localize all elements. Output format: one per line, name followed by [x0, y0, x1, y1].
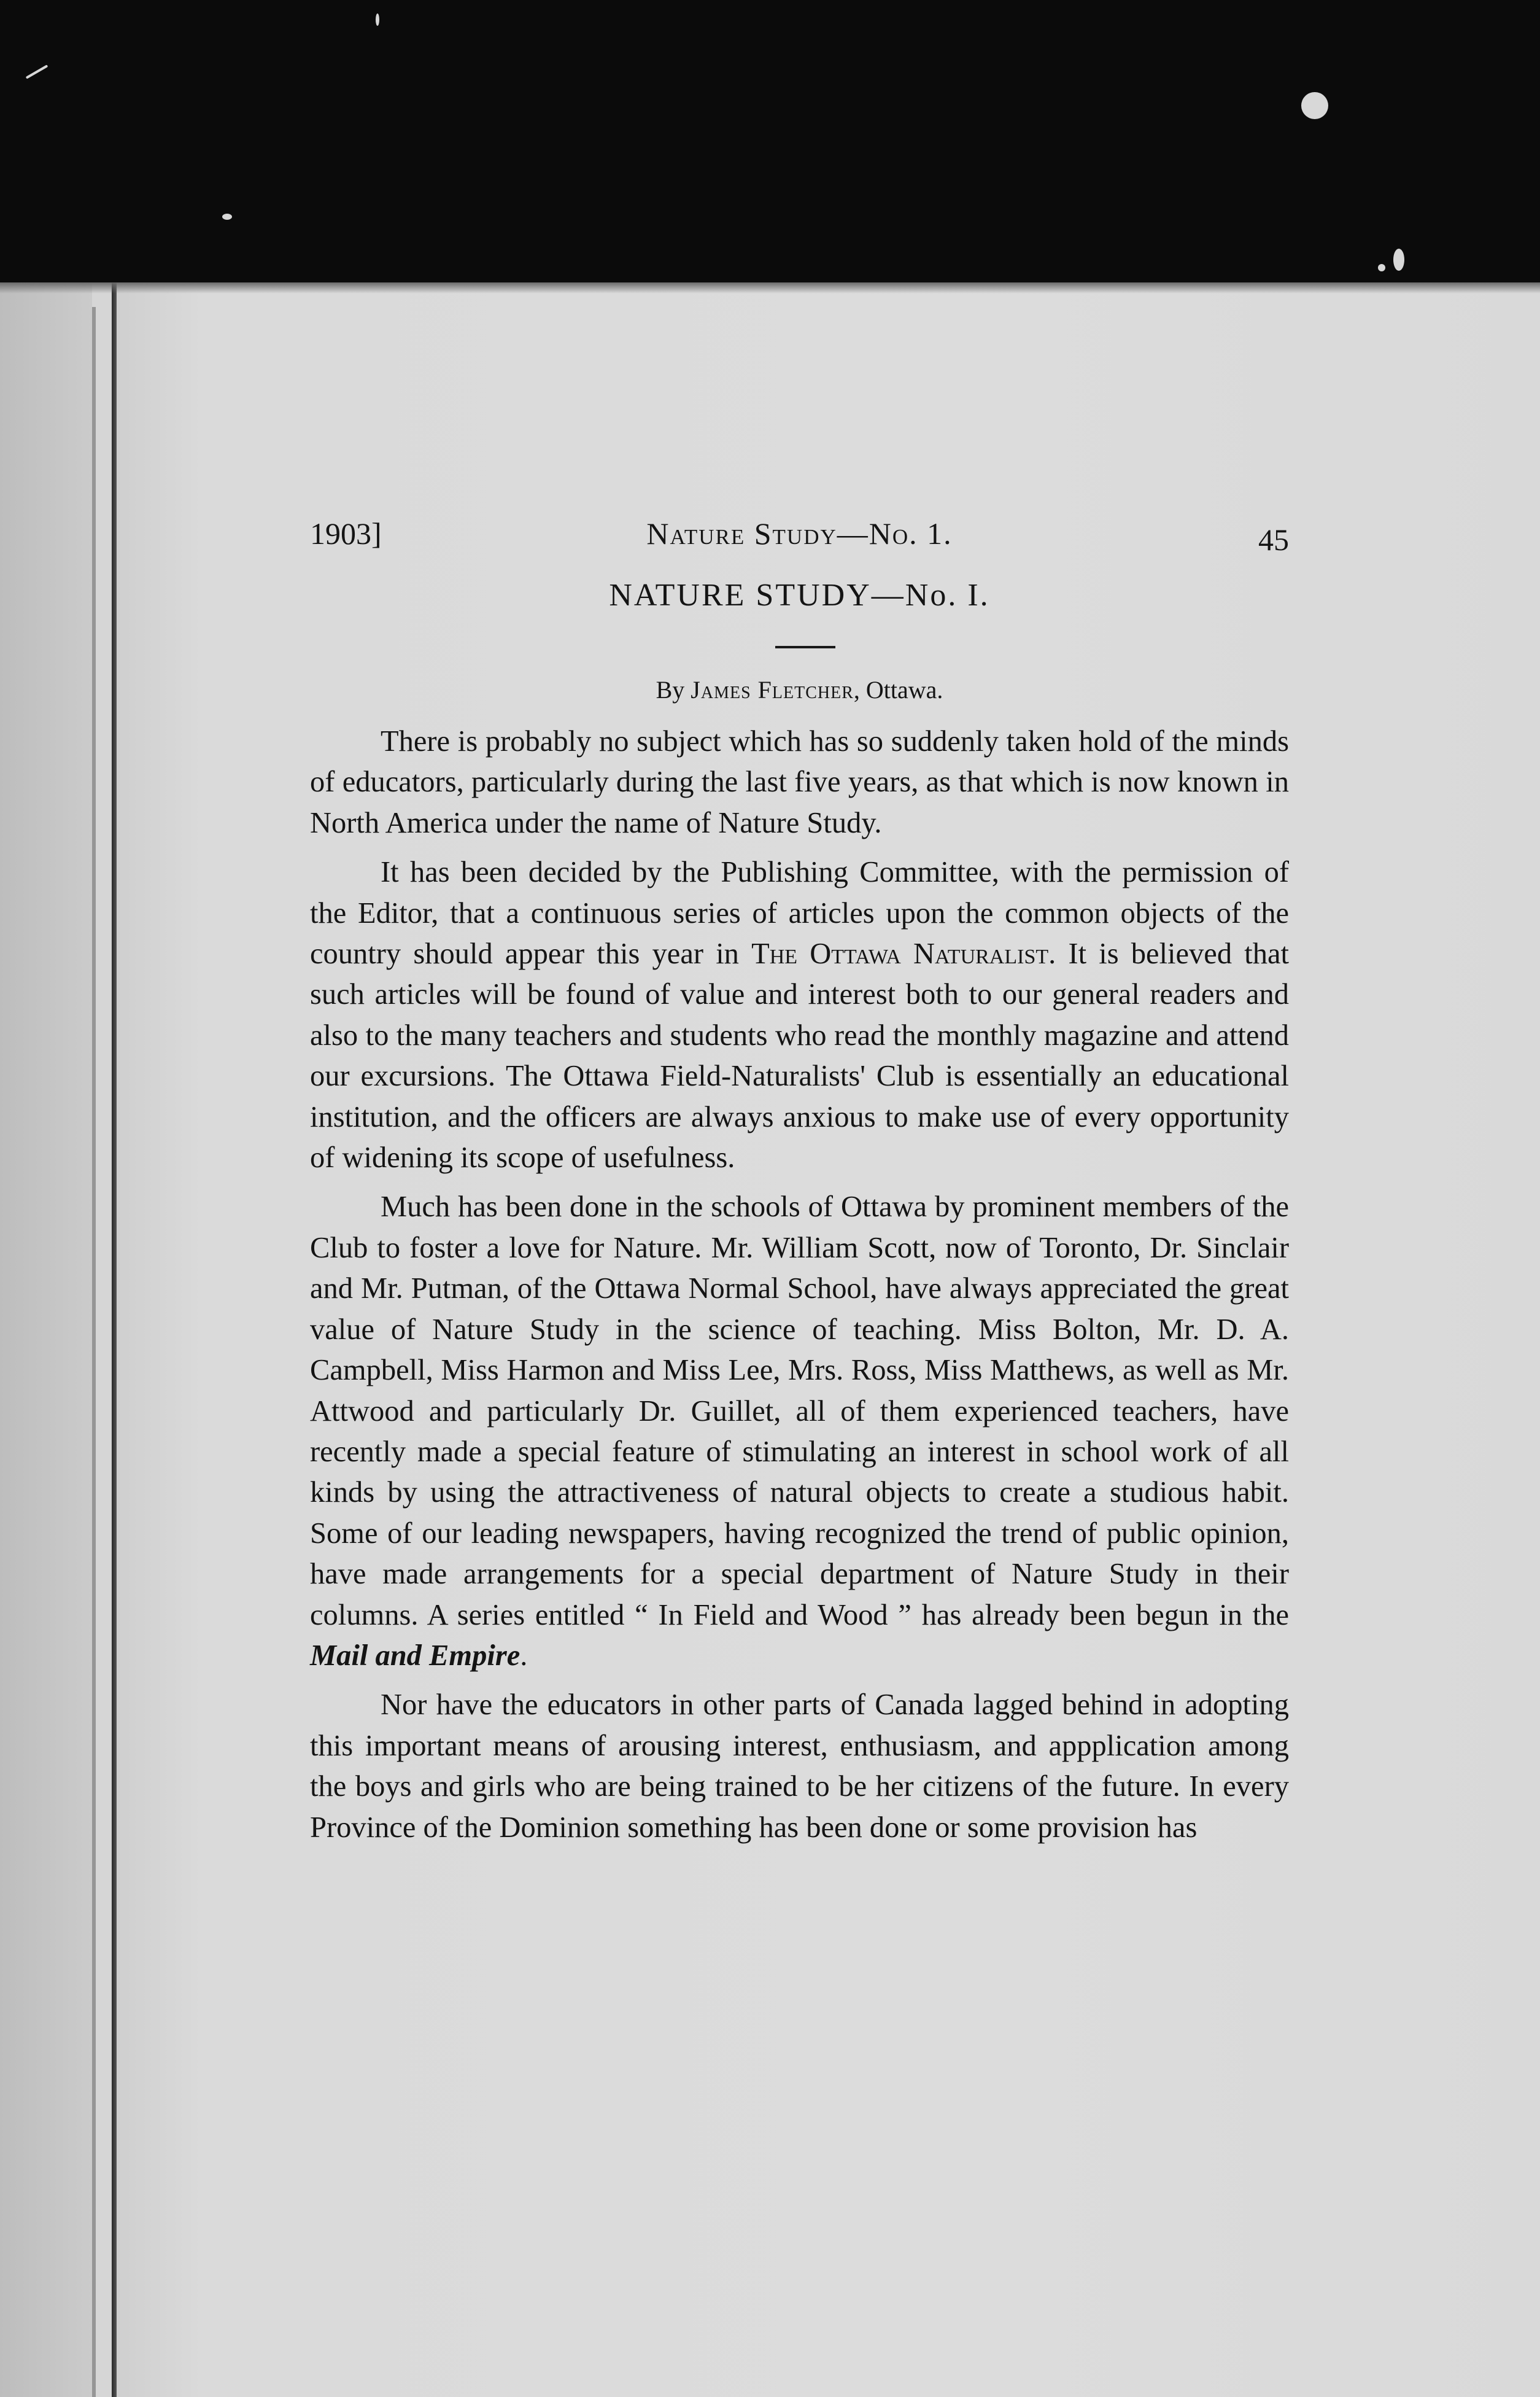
article-body [310, 721, 1289, 1857]
dust-speck [1301, 92, 1328, 119]
dust-speck [26, 64, 48, 79]
page-number: 45 [1258, 523, 1289, 557]
dust-speck [1393, 249, 1404, 271]
journal-name: The Ottawa Naturalist [751, 938, 1049, 971]
dust-speck [1378, 264, 1385, 271]
paragraph-4 [310, 1685, 1289, 1848]
paragraph-text: Much has been done in the schools of Ottawa by prominent members of the Club to foster a love for Nature. Mr. William Scott, now of Toronto, Dr. Sinclair and Mr. Putman, of the Ottawa Normal School, have always appreciated the great value of Nature Study in the science of teaching. Miss Bolton, Mr. D. A. Campbell, Miss Harmon and Miss Lee, Mrs. Ross, Miss Matthews, as well as Mr. Attwood and particularly Dr. Guillet, all of them experienced teachers, have recently made a special feature of stimulating an interest in school work of all kinds by using the attractiveness of natural objects to create a studious habit. Some of our leading newspapers, having recognized the trend of public opinion, have made arrangements for a special department of Nature Study in their columns. A series entitled “ In Field and Wood ” has already been begun in the [310, 1191, 1289, 1631]
byline-author: James Fletcher [691, 676, 854, 704]
paragraph-text: Nor have the educators in other parts of Canada lagged behind in adopting this important means of arousing interest, enthusiasm, and appplication among the boys and girls who are being trained to be her citizens of the future. In every Province of the Dominion something has been done or some provision has [310, 1688, 1289, 1844]
article-title: NATURE STUDY—No. I. [609, 578, 990, 613]
facing-page-edge [0, 282, 92, 2397]
book-page [0, 282, 1540, 2397]
byline-suffix: , Ottawa. [853, 676, 943, 704]
page-fold-line [92, 307, 96, 2397]
paragraph-text: . It is believed that such articles will be found of value and interest both to our general readers and also to the many teachers and students who read the monthly magazine and attend our excursions. The Ottawa Field-Naturalists' Club is essentially an educational institution, and the officers are always anxious to make use of every opportunity of widening its scope of usefulness. [310, 938, 1289, 1175]
paragraph-2 [310, 852, 1289, 1178]
dust-speck [222, 214, 232, 220]
running-head-year: 1903] [310, 516, 382, 551]
byline-prefix: By [656, 676, 685, 704]
paragraph-1 [310, 721, 1289, 844]
dust-speck [376, 14, 379, 26]
paragraph-text: It has been decided by the Publishing Committee, with the permission of the Editor, that a continuous series of articles upon the common objects of the country should appear this year in [310, 856, 1289, 971]
page-top-shadow [0, 282, 1540, 293]
paragraph-text: . [520, 1639, 528, 1672]
newspaper-name: Mail and Empire [310, 1639, 520, 1672]
paragraph-text: There is probably no subject which has so suddenly taken hold of the minds of educators, particularly during the last five years, as that which is now known in North America under the name of Nature Study. [310, 725, 1289, 839]
byline [310, 675, 1289, 704]
title-rule [775, 646, 835, 648]
running-head-title: Nature Study—No. 1. [646, 516, 953, 551]
running-head [310, 516, 1289, 565]
paragraph-3 [310, 1187, 1289, 1676]
